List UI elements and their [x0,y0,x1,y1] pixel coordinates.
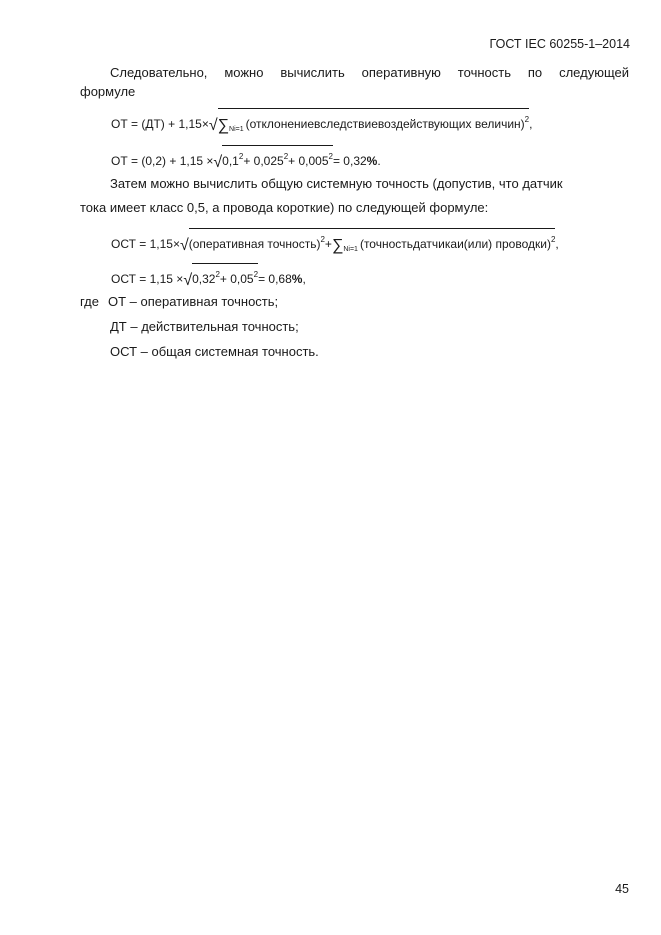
formula-1-radicand [217,108,533,136]
paragraph-2-line-1: Затем можно вычислить общую системную точность (допустив, что датчик [110,176,563,191]
definition-ot: ОТ – оперативная точность; [108,294,279,309]
sum-upper-limit: N [343,246,349,253]
formula-ot-general [111,108,532,136]
formula-2-tail: . [377,154,381,168]
formula-3-radicand [188,228,559,256]
formula-3-part-1: (оперативная точность) [188,237,321,251]
exponent: 2 [283,152,289,161]
sqrt-symbol: √ [179,237,189,254]
exponent: 2 [328,152,333,161]
percent-unit: % [366,154,378,168]
formula-1-exponent: 2 [524,115,530,124]
sum-limits [343,246,358,253]
formula-2-lhs: ОТ = (0,2) + 1,15 × [111,154,214,168]
formula-4-tail: , [302,272,306,286]
paragraph-1-line-1: Следовательно, можно вычислить оперативную точность по следующей [110,65,629,80]
exponent: 2 [238,152,244,161]
formula-1-body: (отклонениевследствиевоздействующих величин) [245,117,525,131]
sum-symbol: ∑ [331,237,344,254]
sum-lower-limit: i=1 [234,126,244,133]
formula-3-tail: , [555,237,559,251]
formula-3-lhs: ОСТ = 1,15× [111,237,180,251]
formula-4-result: = 0,68 [258,272,292,286]
definition-dt: ДТ – действительная точность; [110,319,299,334]
term: 0,1 [222,154,239,168]
sum-limits [229,126,244,133]
formula-ost-general [111,228,559,256]
sum-upper-limit: N [229,126,235,133]
formula-2-radicand [222,145,333,171]
formula-ost-computed [111,263,306,291]
definition-ost: ОСТ – общая системная точность. [110,344,319,359]
formula-2-result: = 0,32 [332,154,367,168]
paragraph-1-line-2: формуле [80,84,136,99]
formula-1-tail: , [529,117,533,131]
formula-4-lhs: ОСТ = 1,15 × [111,272,184,286]
formula-1-lhs: ОТ = (ДТ) + 1,15× [111,117,209,131]
sum-symbol: ∑ [217,117,230,134]
exponent: 2 [550,235,556,244]
percent-unit: % [291,272,303,286]
page-number: 45 [615,882,629,896]
exponent: 2 [215,270,220,279]
term: + 0,05 [219,272,254,286]
sqrt-symbol: √ [183,272,193,289]
exponent: 2 [253,270,259,279]
formula-ot-computed [111,145,381,173]
plus-sign: + [324,237,332,251]
term: + 0,025 [243,154,284,168]
sqrt-symbol: √ [208,117,218,134]
formula-3-part-2: (точностьдатчикаи(или) проводки) [359,237,551,251]
exponent: 2 [320,235,325,244]
formula-4-radicand [192,263,258,289]
term: + 0,005 [288,154,329,168]
document-header: ГОСТ IEC 60255-1–2014 [489,37,630,51]
sqrt-symbol: √ [213,154,223,171]
where-label: где [80,294,99,309]
sum-lower-limit: i=1 [348,246,358,253]
term: 0,32 [192,272,216,286]
paragraph-2-line-2: тока имеет класс 0,5, а провода короткие) по следующей формуле: [80,200,489,215]
